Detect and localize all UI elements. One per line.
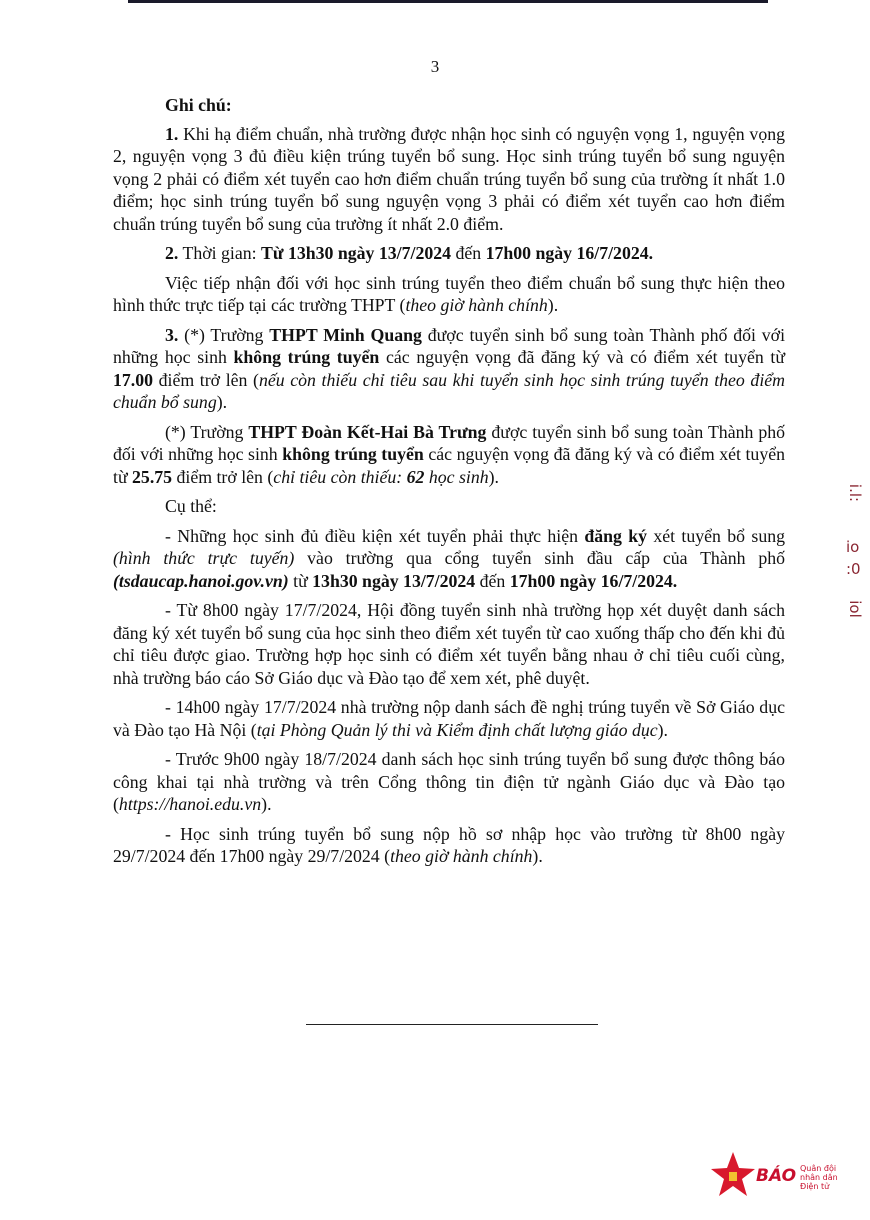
- bullet-enrollment: - Học sinh trúng tuyển bổ sung nộp hồ sơ nhập học vào trường từ 8h00 ngày 29/7/2024 đến 17h00 ngày 29/7/2024 (theo giờ hành chính).: [113, 823, 785, 866]
- star-icon: [710, 1150, 756, 1200]
- notes-heading: Ghi chú:: [165, 95, 232, 115]
- note-3: 3. (*) Trường THPT Minh Quang được tuyển sinh bổ sung toàn Thành phố đối với những học sinh không trúng tuyển các nguyện vọng đã đăng ký và có điểm xét tuyển từ 17.00 điểm trở lên (nếu còn thiếu chỉ tiêu sau khi tuyển sinh học sinh trúng tuyển theo điểm chuẩn bổ sung).: [113, 324, 786, 412]
- note-2: 2. Thời gian: Từ 13h30 ngày 13/7/2024 đến 17h00 ngày 16/7/2024.: [165, 243, 654, 263]
- edge-mark-2: io: [846, 538, 860, 556]
- note-1: 1. Khi hạ điểm chuẩn, nhà trường được nhận học sinh có nguyện vọng 1, nguyện vọng 2, nguyện vọng 3 đủ điều kiện trúng tuyển bổ sung. Học sinh trúng tuyển bổ sung nguyện vọng 2 phải có điểm xét tuyển cao hơn điểm chuẩn trúng tuyển bổ sung của trường ít nhất 1.0 điểm; học sinh trúng tuyển bổ sung nguyện vọng 3 phải có điểm xét tuyển cao hơn điểm chuẩn trúng tuyển bổ sung của trường ít nhất 2.0 điểm.: [113, 123, 785, 234]
- bullet-submission: - 14h00 ngày 17/7/2024 nhà trường nộp danh sách đề nghị trúng tuyển về Sở Giáo dục và Đào tạo Hà Nội (tại Phòng Quản lý thi và Kiểm định chất lượng giáo dục).: [113, 697, 785, 740]
- document-body: [113, 94, 785, 875]
- edge-mark-1: i.l:: [846, 483, 865, 503]
- note-2-paragraph: Việc tiếp nhận đối với học sinh trúng tuyển theo điểm chuẩn bổ sung thực hiện theo hình thức trực tiếp tại các trường THPT (theo giờ hành chính).: [113, 272, 785, 315]
- note-3-second-school: (*) Trường THPT Đoàn Kết-Hai Bà Trưng được tuyển sinh bổ sung toàn Thành phố đối với những học sinh không trúng tuyển các nguyện vọng đã đăng ký và có điểm xét tuyển từ 25.75 điểm trở lên (chỉ tiêu còn thiếu: 62 học sinh).: [113, 421, 786, 487]
- logo-sub-text: Quân đội nhân dân Điện tử: [800, 1164, 838, 1191]
- edge-mark-4: iol: [845, 600, 864, 618]
- specifics-label: Cụ thể:: [165, 496, 217, 516]
- bullet-announcement: - Trước 9h00 ngày 18/7/2024 danh sách học sinh trúng tuyển bổ sung được thông báo công khai tại nhà trường và trên Cổng thông tin điện tử ngành Giáo dục và Đào tạo (https://hanoi.edu.vn).: [113, 749, 785, 814]
- newspaper-watermark-logo: [706, 1150, 856, 1210]
- end-divider: [306, 1024, 598, 1025]
- edge-mark-3: :0: [846, 560, 861, 578]
- top-border-line: [128, 0, 768, 3]
- bullet-review: - Từ 8h00 ngày 17/7/2024, Hội đồng tuyển sinh nhà trường họp xét duyệt danh sách đăng ký xét tuyển bổ sung của học sinh theo điểm xét tuyển từ cao xuống thấp cho đến khi đủ chỉ tiêu được giao. Trường hợp học sinh có điểm xét tuyển bằng nhau ở chỉ tiêu cuối cùng, nhà trường báo cáo Sở Giáo dục và Đào tạo để xem xét, phê duyệt.: [113, 600, 785, 688]
- bullet-registration: - Những học sinh đủ điều kiện xét tuyển phải thực hiện đăng ký xét tuyển bổ sung (hình thức trực tuyến) vào trường qua cổng tuyển sinh đầu cấp của Thành phố (tsdaucap.hanoi.gov.vn) từ 13h30 ngày 13/7/2024 đến 17h00 ngày 16/7/2024.: [113, 525, 786, 591]
- logo-brand-text: BÁO: [756, 1166, 797, 1186]
- page-number: 3: [430, 57, 440, 76]
